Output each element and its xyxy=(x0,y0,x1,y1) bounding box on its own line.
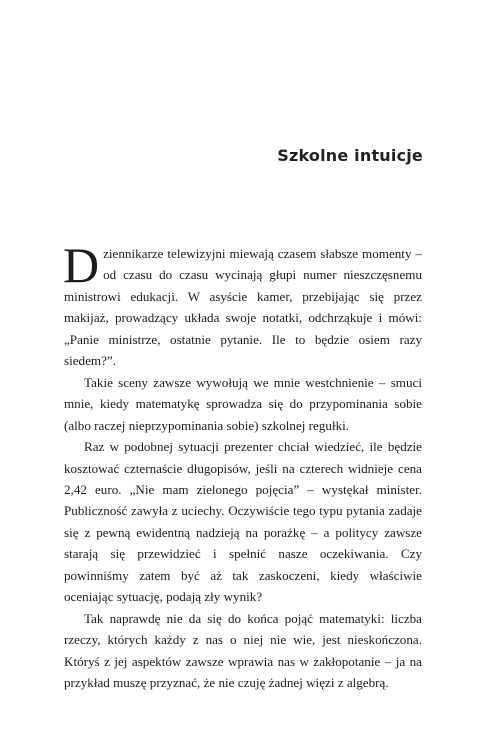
drop-cap: D xyxy=(63,237,100,293)
paragraph-1 xyxy=(63,237,422,372)
paragraph-4: Tak naprawdę nie da się do końca pojąć matematyki: liczba rzeczy, których każdy z nas o niej nie wie, jest nieskończona. Któryś z jej aspektów zawsze wprawia nas w zakłopotanie – ja na przykład muszę przyznać, że nie czuję żadnej więzi z algebrą. xyxy=(64,610,422,691)
paragraph-1-text: ziennikarze telewizyjni miewają czasem słabsze momenty – od czasu do czasu wycinają głupi numer nieszczęsnemu ministrowi edukacji. W asyście kamer, przebijając się przez makijaż, prowadzący układa swoje notatki, odchrząkuje i mówi: „Panie ministrze, ostatnie pytanie. Ile to będzie osiem razy siedem?”. xyxy=(64,246,422,369)
body-text xyxy=(63,237,422,694)
paragraph-3: Raz w podobnej sytuacji prezenter chciał wiedzieć, ile będzie kosztować czternaście długopisów, jeśli na czterech widnieje cena 2,42 euro. „Nie mam zielonego pojęcia” – wystękał minister. Publiczność zawyła z uciechy. Oczywiście tego typu pytania zadaje się z pewną ewidentną nadzieją na porażkę – a politycy zawsze starają się przewidzieć i spełnić nasze oczekiwania. Czy powinniśmy zatem być aż tak zaskoczeni, kiedy właściwie oceniając sytuację, podają zły wynik? xyxy=(64,439,422,605)
chapter-title: Szkolne intuicje xyxy=(277,146,423,165)
paragraph-2: Takie sceny zawsze wywołują we mnie westchnienie – smuci mnie, kiedy matematykę sprowadza się do przypominania sobie (albo raczej nieprzypominania sobie) szkolnej regułki. xyxy=(64,374,422,433)
